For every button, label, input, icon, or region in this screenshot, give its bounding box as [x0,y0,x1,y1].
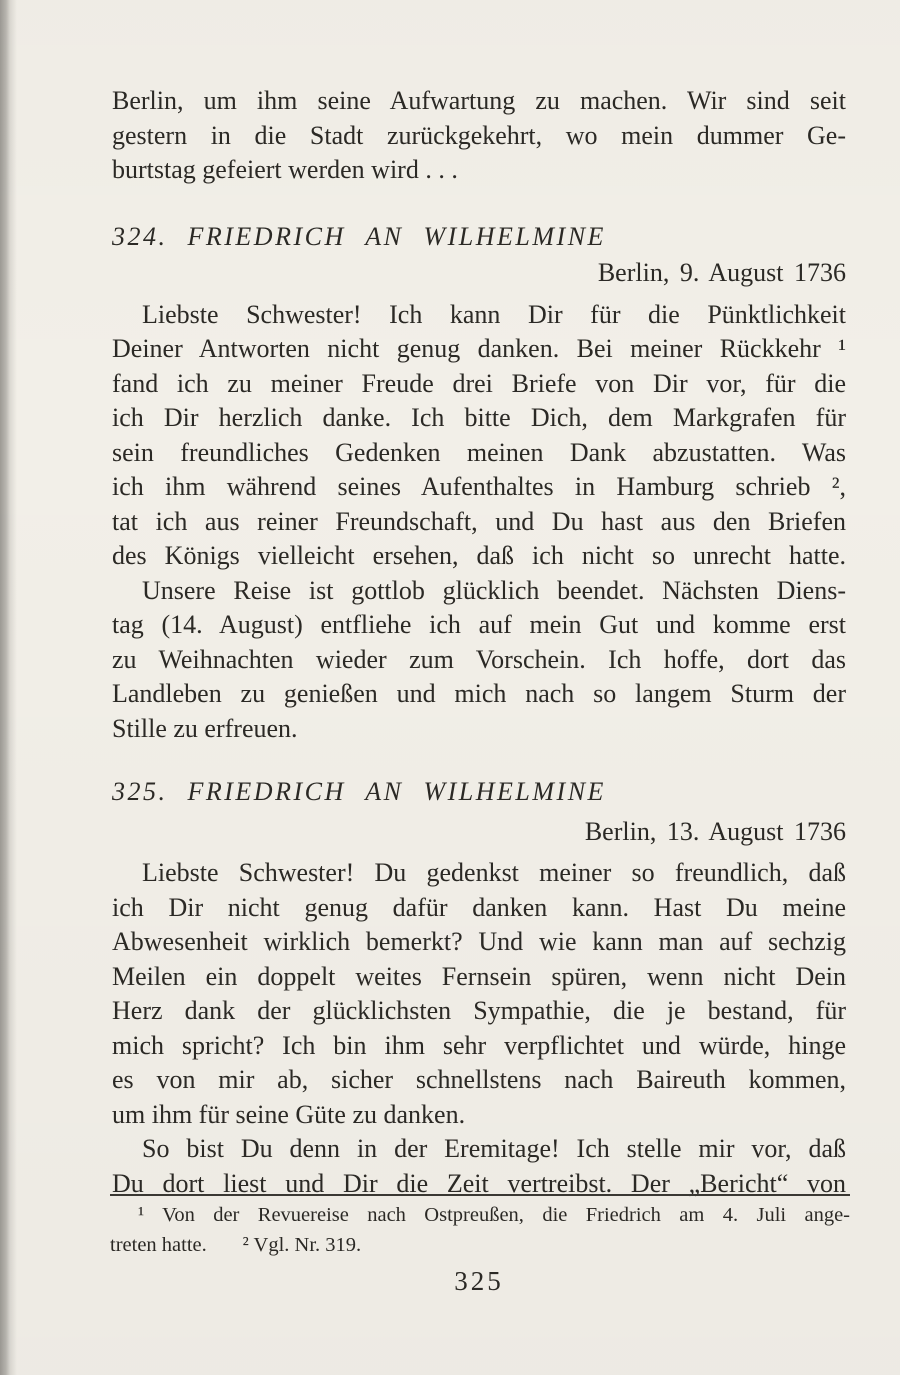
text-line: ich Dir herzlich danke. Ich bitte Dich, dem Markgrafen für [112,403,846,432]
text-line: sein freundliches Gedenken meinen Dank abzustatten. Was [112,437,846,467]
text-line: Deiner Antworten nicht genug danken. Bei meiner Rückkehr ¹ [112,334,846,363]
text-line: Landleben zu genießen und mich nach so langem Sturm der [112,679,846,708]
text-line: mich spricht? Ich bin ihm sehr verpflichtet und würde, hinge [112,1030,846,1060]
text-line: tag (14. August) entfliehe ich auf mein Gut und komme erst [112,610,846,639]
page-gutter-shadow [0,0,18,1375]
text-line: des Königs vielleicht ersehen, daß ich nicht so unrecht hatte. [112,541,846,570]
letter-325-paragraph-2 [112,1132,846,1201]
text-line: ich Dir nicht genug dafür danken kann. Hast Du meine [112,892,846,922]
text-line: Stille zu erfreuen. [112,713,298,743]
letter-324-paragraph-1 [112,298,846,574]
letter-324-heading: 324. FRIEDRICH AN WILHELMINE [112,221,606,251]
letter-325-paragraph-1 [112,856,846,1132]
text-line: zu Weihnachten wieder zum Vorschein. Ich hoffe, dort das [112,644,846,674]
letter-325-dateline: Berlin, 13. August 1736 [584,816,846,846]
text-line: Liebste Schwester! Du gedenkst meiner so freundlich, daß [142,858,846,887]
page-content [112,84,846,1201]
letter-324-paragraph-2 [112,574,846,747]
page-number: 325 [454,1266,504,1296]
text-line: Abwesenheit wirklich bemerkt? Und wie kann man auf sechzig [112,927,846,956]
text-line: es von mir ab, sicher schnellstens nach Baireuth kommen, [112,1065,846,1094]
letter-324 [112,220,846,747]
text-line: ¹ Von der Revuereise nach Ostpreußen, die Friedrich am 4. Juli ange- [138,1204,850,1226]
intro-paragraph [112,84,846,188]
footnote-block [110,1194,850,1260]
footnote-divider-rule [110,1194,850,1196]
text-line: treten hatte. ² Vgl. Nr. 319. [110,1233,362,1256]
letter-325-heading: 325. FRIEDRICH AN WILHELMINE [112,777,606,806]
text-line: Du dort liest und Dir die Zeit vertreibst. Der „Bericht“ von [112,1168,846,1198]
letter-324-dateline: Berlin, 9. August 1736 [597,258,846,287]
text-line: Berlin, um ihm seine Aufwartung zu machen. Wir sind seit [112,86,846,115]
text-line: So bist Du denn in der Eremitage! Ich stelle mir vor, daß [142,1134,846,1163]
text-line: Meilen ein doppelt weites Fernsein spüren, wenn nicht Dein [112,961,846,991]
text-line: burtstag gefeiert werden wird . . . [112,155,458,184]
text-line: gestern in die Stadt zurückgekehrt, wo mein dummer Ge- [112,120,846,150]
text-line: Unsere Reise ist gottlob glücklich beendet. Nächsten Diens- [142,575,846,605]
text-line: tat ich aus reiner Freundschaft, und Du hast aus den Briefen [112,506,846,536]
letter-325 [112,775,846,1201]
text-line: ich ihm während seines Aufenthaltes in Hamburg schrieb ², [112,472,846,501]
text-line: Herz dank der glücklichsten Sympathie, die je bestand, für [112,996,846,1025]
text-line: fand ich zu meiner Freude drei Briefe von Dir vor, für die [112,368,846,398]
footnote-text [110,1201,850,1260]
text-line: um ihm für seine Güte zu danken. [112,1099,466,1129]
text-line: Liebste Schwester! Ich kann Dir für die Pünktlichkeit [142,299,846,329]
